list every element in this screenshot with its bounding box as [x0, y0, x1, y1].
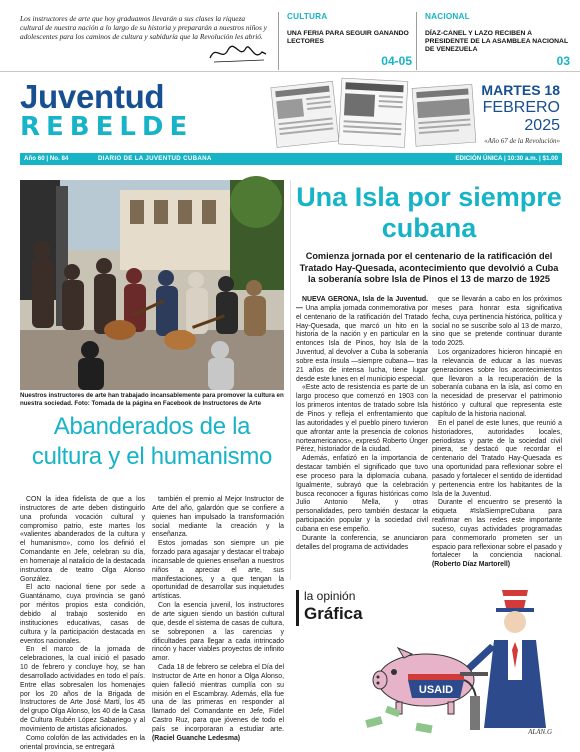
headline-abanderados[interactable]: Abanderados de la cultura y el humanismo [31, 413, 273, 470]
teaser-page-number: 03 [556, 54, 570, 68]
issue-date [481, 82, 560, 145]
article-column [152, 496, 284, 744]
paragraph: El acto nacional tiene por sede a Guantánamo, cuya provincia se ganó por méritos propios esta condición, debido al trabajo sostenido en instituciones educativas, casas de cultura y la participación destacada en eventos nacionales. [20, 584, 145, 645]
author-signoff: (Raciel Guanche Ledesma) [152, 734, 241, 742]
paragraph-text: Una amplia jornada conmemorativa por el centenario de la ratificación del Tratado Hay-Quesada, que marcó un hito en la historia de la nación y en particular en la entonces Isla de Pinos, hoy Isla de la Juventud, al devolver a Cuba la soberanía sobre esta ínsula —siempre cubana— tras 21 años de intensa lucha, tiene lugar desde este lunes en el municipio especial. [296, 304, 428, 383]
paragraph [296, 296, 428, 384]
newspaper-stack-image [268, 76, 488, 150]
cartoonist-signature: ALÁN.G [528, 728, 552, 736]
paragraph: CON la idea fidelista de que a los instructores de arte deben distinguirlo una profunda vocación cultural y compromiso patrio, este martes los «valientes abanderados de la cultura y el humanismo», como los definió el Comandante en Jefe, celebran su día, en homenaje al natalicio de la destacada instructora de teatro Olga Alonso González. [20, 496, 145, 583]
teaser-kicker: CULTURA [287, 12, 328, 21]
teaser-page-number: 04-05 [381, 54, 412, 68]
article-column [432, 296, 562, 570]
edition-tagline: DIARIO DE LA JUVENTUD CUBANA [98, 155, 212, 162]
paragraph-text: Durante el encuentro se presentó la etiqueta #IslaSiempreCubana para reafirmar en las redes este importante suceso, cuyas actividades programadas para conmemorarlo prometen ser un espacio para reflexionar sobre el pasado y fortalecer la conciencia nacional. [432, 499, 562, 560]
edition-number: Año 60 | No. 84 [24, 155, 69, 162]
paragraph: En el marco de la jornada de celebraciones, la cual inició el pasado 10 de febrero y concluye hoy, se han desarrollado actividades en todo el país. Entre ellas sobresalen los homenajes por los 20 años de la Brigada de Instructores de Arte José Martí, los 45 del grupo Olga Alonso, los 40 de la Casa de Cultura Rubén López Sabariego y al movimiento de artistas aficionados. [20, 646, 145, 733]
paragraph [432, 499, 562, 570]
photo-caption [20, 392, 284, 408]
paragraph: Además, enfatizó en la importancia de destacar también el significado que tuvo ese proceso para la diplomacia cubana. Igualmente, subrayó que la celebración busca reconocer a figuras históricas como Julio Antonio Mella, y otras personalidades, pero también destacar la participación popular y la sociedad civil cubana en ese empeño. [296, 455, 428, 533]
paragraph: En el panel de este lunes, que reunió a historiadores, autoridades locales, periodistas y parte de la sociedad civil pinera, se destacó que recordar el centenario del Tratado Hay-Quesada es una oportunidad para reflexionar sobre el pasado y fortalecer el sentido de identidad y pertenencia entre los habitantes de la Isla de la Juventud. [432, 419, 562, 498]
opinion-kicker: la opinión [304, 589, 356, 603]
editorial-cartoon[interactable] [356, 588, 562, 738]
teaser-title: DÍAZ-CANEL Y LAZO RECIBEN A PRESIDENTE DE LA ASAMBLEA NACIONAL DE VENEZUELA [425, 30, 568, 54]
paragraph-text: Cada 18 de febrero se celebra el Día del Instructor de Arte en honor a Olga Alonso, quien falleció mientras cumplía con su misión en el Escambray. Además, ella fue una de las primeras en responder al llamado del Comandante en Jefe, Fidel Castro Ruz, para que jóvenes de todo el país se incorporaran a estudiar arte. [152, 664, 284, 733]
paragraph [152, 664, 284, 744]
teaser-kicker: NACIONAL [425, 12, 470, 21]
top-quote: Los instructores de arte que hoy graduamos llevarán a sus clases la riqueza cultural de nuestra nación a lo largo de su historia y prepararán a nuestros niños y adolescentes para los caminos de cultura y sabiduría que la Revolución les abrió. [20, 14, 267, 42]
edition-bar [20, 153, 562, 165]
paragraph: Durante la conferencia, se anunciaron detalles del programa de actividades [296, 534, 428, 551]
opinion-grafica [296, 586, 562, 738]
issue-month: FEBRERO [482, 99, 560, 116]
paragraph: Como colofón de las actividades en la oriental provincia, se entregará [20, 734, 145, 751]
brand-logo-juventud: Juventud [20, 78, 165, 115]
top-strip [0, 0, 580, 72]
opinion-title: Gráfica [304, 604, 363, 623]
author-signoff: (Roberto Díaz Martorell) [432, 561, 511, 569]
teaser-cultura[interactable] [278, 12, 418, 70]
article-column [20, 496, 145, 752]
paragraph: «Este acto de resistencia es parte de un largo proceso que comenzó en 1903 con los primeros intentos de tratado sobre Isla de Pinos y refleja el enfrentamiento que las autoridades y el pueblo pinero tuvieron que afrontar ante la presencia de colonos norteamericanos», expresó Roberto Únger Pérez, historiador de la ciudad. [296, 384, 428, 454]
cartoon-label: USAID [418, 684, 454, 696]
signature-image [206, 40, 270, 66]
brand-logo-rebelde: REBELDE [20, 112, 194, 142]
edition-price: EDICIÓN ÚNICA | 10:30 a.m. | $1.00 [455, 155, 558, 162]
headline-una-isla[interactable]: Una Isla por siempre cubana [296, 182, 562, 243]
paragraph: que se llevarán a cabo en los próximos meses para honrar esta significativa fecha, cuya pertinencia histórica, política y social no se suscribe solo al 13 de marzo, sino que se pretende continuar durante todo 2025. [432, 296, 562, 348]
paragraph: Los organizadores hicieron hincapié en la relevancia de educar a las nuevas generaciones sobre los acontecimientos que llevaron a la recuperación de la soberanía cubana en la isla, así como en la necesidad de preservar el patrimonio histórico y cultural que representa este capítulo de la historia nacional. [432, 349, 562, 418]
year-motto: «Año 67 de la Revolución» [484, 137, 560, 145]
hero-photo[interactable] [20, 180, 284, 390]
paragraph: también el premio al Mejor Instructor de Arte del año, galardón que se confiere a quienes han impulsado la transformación social mediante la creación y la enseñanza. [152, 496, 284, 539]
paragraph: Estos jornadas son siempre un pie forzado para agasajar y destacar el trabajo incansable de quienes enseñan a nuestros niños a apreciar el arte, sus manifestaciones, y a que tengan la oportunidad de desarrollar sus inquietudes artísticas. [152, 540, 284, 601]
paragraph: Con la esencia juvenil, los instructores de arte siguen siendo un bastión cultural que, desde el sistema de casas de cultura, se sobreponen a las carencias y dificultades para llegar a cada intrincado rincón y hacer viables proyectos de infinito amor. [152, 602, 284, 663]
section-rule [296, 590, 299, 626]
dateline: NUEVA GERONA, Isla de la Juventud.— [296, 296, 428, 312]
issue-day: MARTES 18 [481, 82, 560, 98]
teaser-nacional[interactable] [416, 12, 576, 70]
caption-credit: Foto: Tomada de la página en Facebook de Instructores de Arte [72, 399, 262, 407]
issue-year: 2025 [524, 117, 560, 134]
column-divider [290, 180, 291, 580]
article-deck: Comienza jornada por el centenario de la ratificación del Tratado Hay-Quesada, acontecimiento que devolvió a Cuba la soberanía sobre Isla de Pinos el 13 de marzo de 1925 [299, 251, 559, 285]
teaser-title: UNA FERIA PARA SEGUIR GANANDO LECTORES [287, 30, 409, 46]
masthead [0, 72, 580, 152]
article-column [296, 296, 428, 552]
caption-text: Nuestros instructores de arte han trabajado incansablemente para promover la cultura en nuestra sociedad. [20, 392, 284, 407]
